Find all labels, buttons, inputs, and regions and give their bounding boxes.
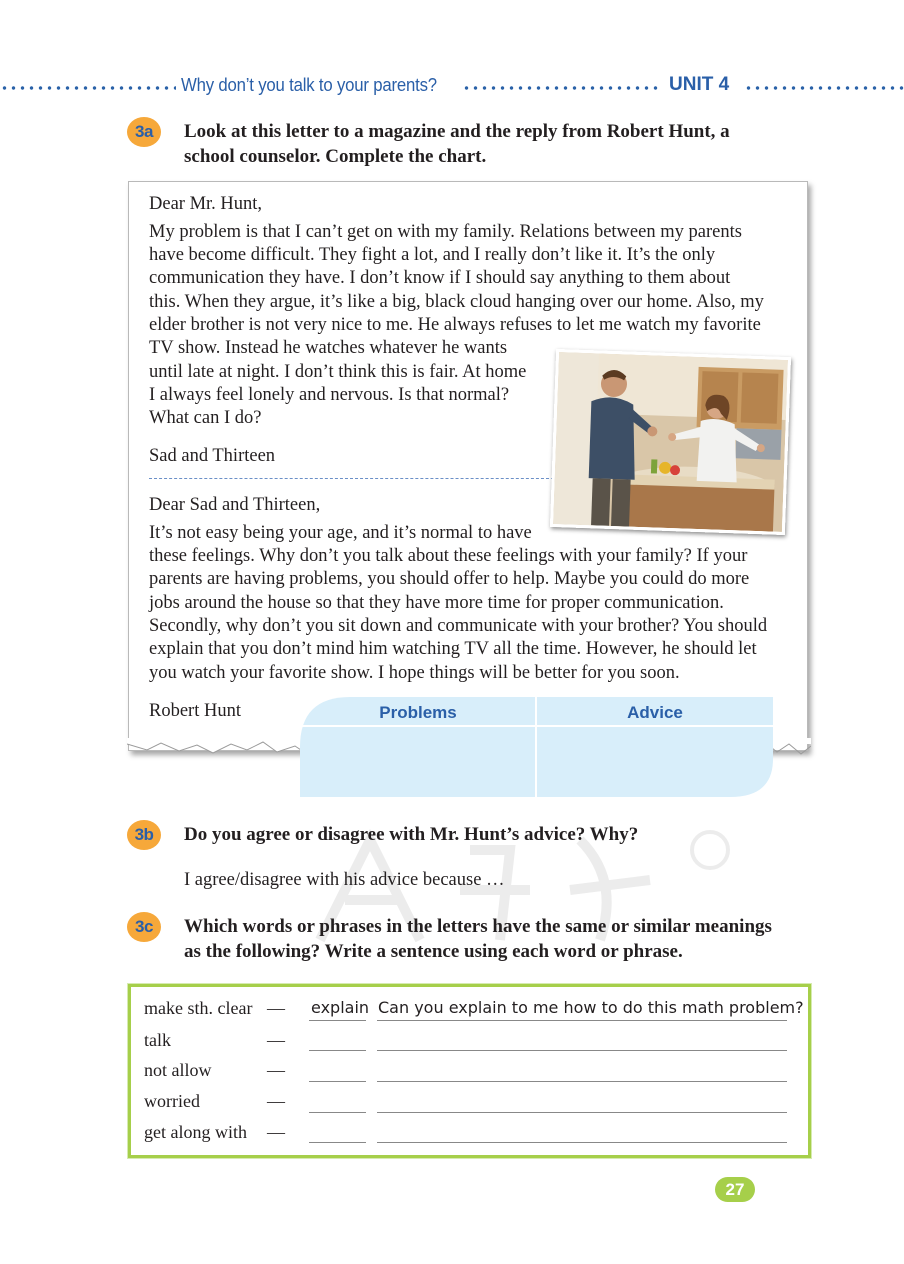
chart-header-problems: Problems <box>379 703 457 722</box>
phrase-label: talk <box>144 1030 171 1050</box>
problems-answer-cell[interactable] <box>304 729 532 793</box>
letter2-line: you watch your favorite show. I hope things will be better for you soon. <box>149 663 680 683</box>
sentence-underline <box>377 1020 787 1021</box>
phrase-label: not allow <box>144 1060 212 1080</box>
header-dots-right <box>744 86 904 90</box>
phrase-label: worried <box>144 1091 200 1111</box>
header-dots-middle <box>462 86 658 90</box>
answer-underline <box>309 1020 366 1021</box>
letter2-line: It’s not easy being your age, and it’s normal to have <box>149 523 532 543</box>
phrase-label: get along with <box>144 1122 247 1142</box>
phrase-label: make sth. clear <box>144 998 253 1018</box>
sentence-underline <box>377 1112 787 1113</box>
answer-underline <box>309 1050 366 1051</box>
advice-answer-cell[interactable] <box>540 729 768 793</box>
sentence-underline <box>377 1081 787 1082</box>
row-dash: — <box>267 1091 285 1111</box>
letter1-line: this. When they argue, it’s like a big, black cloud hanging over our home. Also, my <box>149 292 764 312</box>
letter1-line: What can I do? <box>149 408 262 428</box>
letter1-line: communication they have. I don’t know if I should say anything to them about <box>149 268 731 288</box>
row-dash: — <box>267 1122 285 1142</box>
arguing-parents-photo <box>550 349 791 535</box>
letter1-greeting: Dear Mr. Hunt, <box>149 194 263 214</box>
letter1-signature: Sad and Thirteen <box>149 446 276 466</box>
sentence-field[interactable]: Can you explain to me how to do this math problem? <box>378 998 804 1017</box>
letter2-line: explain that you don’t mind him watching TV all the time. However, he should let <box>149 639 757 659</box>
answer-underline <box>309 1142 366 1143</box>
exercise-badge-3c: 3c <box>127 912 161 942</box>
chart-header-advice: Advice <box>627 703 683 722</box>
problems-advice-chart <box>300 697 773 797</box>
letter2-greeting: Dear Sad and Thirteen, <box>149 495 321 515</box>
row-dash: — <box>267 998 285 1018</box>
letter2-line: these feelings. Why don’t you talk about these feelings with your family? If your <box>149 546 748 566</box>
letter2-line: jobs around the house so that they have more time for proper communication. <box>149 593 724 613</box>
page-number: 27 <box>715 1177 755 1202</box>
unit-label: UNIT 4 <box>669 74 730 95</box>
letter1-line: My problem is that I can’t get on with my family. Relations between my parents <box>149 222 742 242</box>
letter1-line: elder brother is not very nice to me. He always refuses to let me watch my favorite <box>149 315 761 335</box>
running-header <box>0 74 904 100</box>
photo-illustration <box>553 352 788 532</box>
instruction-3c-line-1: Which words or phrases in the letters have the same or similar meanings <box>184 916 772 937</box>
letter2-signature: Robert Hunt <box>149 701 241 721</box>
agree-prompt: I agree/disagree with his advice because … <box>184 870 505 890</box>
letter1-line: have become difficult. They fight a lot, and I really don’t like it. It’s the only <box>149 245 716 265</box>
exercise-badge-3a: 3a <box>127 117 161 147</box>
instruction-3b: Do you agree or disagree with Mr. Hunt’s advice? Why? <box>184 824 639 845</box>
sentence-underline <box>377 1142 787 1143</box>
instruction-3a-line-1: Look at this letter to a magazine and the reply from Robert Hunt, a <box>184 121 730 142</box>
header-dots-left <box>0 86 176 90</box>
row-dash: — <box>267 1060 285 1080</box>
letter1-line: until late at night. I don’t think this is fair. At home <box>149 362 527 382</box>
letter2-line: parents are having problems, you should offer to help. Maybe you could do more <box>149 569 750 589</box>
exercise-badge-3b: 3b <box>127 820 161 850</box>
instruction-3c-line-2: as the following? Write a sentence using each word or phrase. <box>184 941 683 962</box>
answer-underline <box>309 1112 366 1113</box>
letter1-line: TV show. Instead he watches whatever he wants <box>149 338 508 358</box>
header-title: Why don’t you talk to your parents? <box>181 75 437 95</box>
letter-divider <box>149 478 554 479</box>
answer-underline <box>309 1081 366 1082</box>
letter1-line: I always feel lonely and nervous. Is that normal? <box>149 385 510 405</box>
answer-field[interactable]: explain <box>311 998 370 1017</box>
instruction-3a-line-2: school counselor. Complete the chart. <box>184 146 487 167</box>
sentence-underline <box>377 1050 787 1051</box>
row-dash: — <box>267 1030 285 1050</box>
letter2-line: Secondly, why don’t you sit down and communicate with your brother? You should <box>149 616 768 636</box>
